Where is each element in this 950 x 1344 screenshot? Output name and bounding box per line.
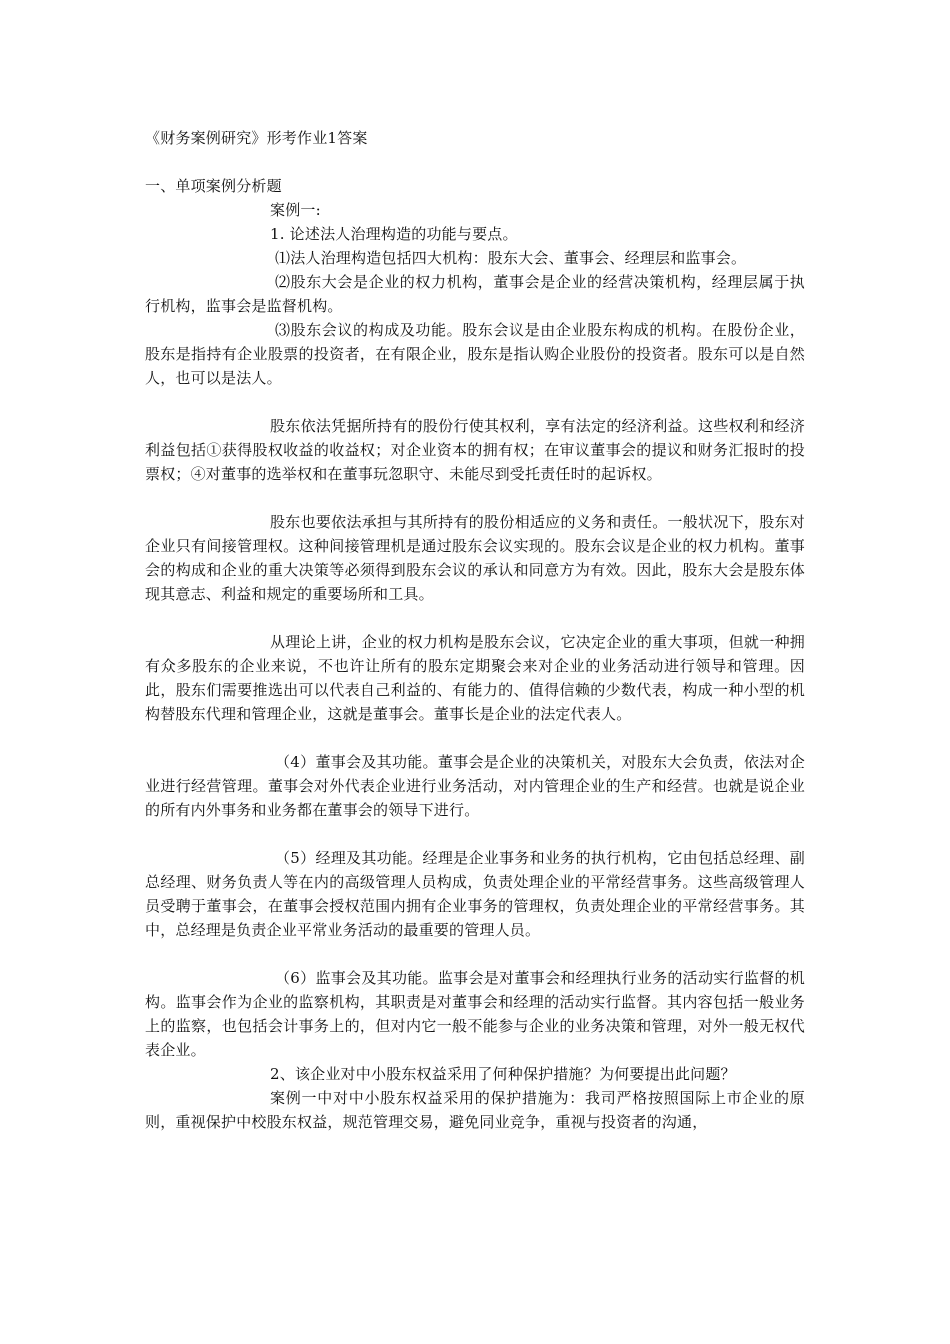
paragraph: ⑶股东会议的构成及功能。股东会议是由企业股东构成的机构。在股份企业，股东是指持有企业股票的投资者，在有限企业，股东是指认购企业股份的投资者。股东可以是自然人，也可以是法人。 — [145, 321, 805, 387]
paragraph: （4）董事会及其功能。董事会是企业的决策机关，对股东大会负责，依法对企业进行经营管理。董事会对外代表企业进行业务活动，对内管理企业的生产和经营。也就是说企业的所有内外事务和业务都在董事会的领导下进行。 — [145, 753, 805, 819]
paragraph: 案例一中对中小股东权益采用的保护措施为：我司严格按照国际上市企业的原则，重视保护中校股东权益，规范管理交易，避免同业竞争，重视与投资者的沟通， — [145, 1089, 805, 1131]
question-2: 2、该企业对中小股东权益采用了何种保护措施？为何要提出此问题？ — [270, 1065, 736, 1083]
spacer — [145, 390, 805, 414]
paragraph: 股东也要依法承担与其所持有的股份相适应的义务和责任。一般状况下，股东对企业只有间接管理权。这种间接管理机是通过股东会议实现的。股东会议是企业的权力机构。董事会的构成和企业的重大决策等必须得到股东会议的承认和同意方为有效。因此，股东大会是股东体现其意志、利益和规定的重要场所和工具。 — [145, 513, 805, 603]
paragraph: 从理论上讲，企业的权力机构是股东会议，它决定企业的重大事项，但就一种拥有众多股东的企业来说，不也许让所有的股东定期聚会来对企业的业务活动进行领导和管理。因此，股东们需要推选出可以代表自己利益的、有能力的、值得信赖的少数代表，构成一种小型的机构替股东代理和管理企业，这就是董事会。董事长是企业的法定代表人。 — [145, 633, 805, 723]
paragraph: （6）监事会及其功能。监事会是对董事会和经理执行业务的活动实行监督的机构。监事会作为企业的监察机构，其职责是对董事会和经理的活动实行监督。其内容包括一般业务上的监察，也包括会计事务上的，但对内它一般不能参与企业的业务决策和管理，对外一般无权代表企业。 — [145, 969, 805, 1059]
question-1: 1. 论述法人治理构造的功能与要点。 — [270, 225, 518, 243]
spacer — [145, 606, 805, 630]
spacer — [145, 486, 805, 510]
paragraph: （5）经理及其功能。经理是企业事务和业务的执行机构，它由包括总经理、副总经理、财务负责人等在内的高级管理人员构成，负责处理企业的平常经营事务。这些高级管理人员受聘于董事会，在董事会授权范围内拥有企业事务的管理权，负责处理企业的平常经营事务。其中，总经理是负责企业平常业务活动的最重要的管理人员。 — [145, 849, 805, 939]
paragraph: ⑴法人治理构造包括四大机构：股东大会、董事会、经理层和监事会。 — [275, 249, 747, 267]
document-title: 《财务案例研究》形考作业1答案 — [145, 129, 368, 147]
spacer — [145, 822, 805, 846]
spacer — [145, 726, 805, 750]
paragraph: ⑵股东大会是企业的权力机构，董事会是企业的经营决策机构，经理层属于执行机构，监事会是监督机构。 — [145, 273, 805, 315]
spacer — [145, 942, 805, 966]
case-label: 案例一: — [270, 201, 321, 219]
section-heading: 一、单项案例分析题 — [145, 177, 282, 195]
spacer — [145, 150, 805, 174]
document-body — [145, 126, 805, 1134]
paragraph: 股东依法凭据所持有的股份行使其权利，享有法定的经济利益。这些权利和经济利益包括①获得股权收益的收益权；对企业资本的拥有权；在审议董事会的提议和财务汇报时的投票权；④对董事的选举权和在董事玩忽职守、未能尽到受托责任时的起诉权。 — [145, 417, 805, 483]
